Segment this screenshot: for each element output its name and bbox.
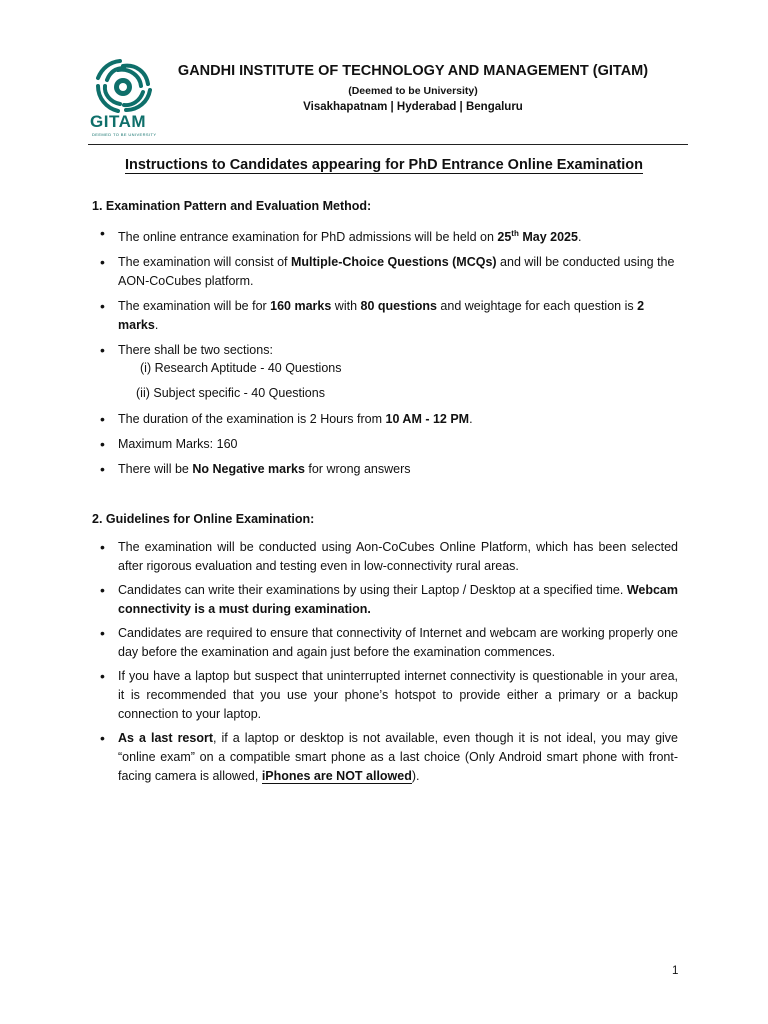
section2-list (98, 538, 678, 786)
deemed-university-label: (Deemed to be University) (348, 85, 478, 97)
section1-heading: 1. Examination Pattern and Evaluation Method: (92, 199, 372, 213)
section1-list-b (98, 410, 678, 479)
campus-locations: Visakhapatnam | Hyderabad | Bengaluru (303, 101, 523, 113)
list-item: • The examination will consist of Multiple-Choice Questions (MCQs) and will be conducted using the AON-CoCubes platform. (98, 253, 678, 291)
section1-list-a (98, 224, 678, 360)
section2-heading: 2. Guidelines for Online Examination: (92, 512, 315, 526)
list-item: • There shall be two sections: (98, 341, 678, 360)
list-item: • If you have a laptop but suspect that uninterrupted internet connectivity is questionable in your area, it is recommended that you use your phone’s hotspot to provide either a primary or a backup connection to your laptop. (98, 667, 678, 724)
list-item: • The duration of the examination is 2 Hours from 10 AM - 12 PM. (98, 410, 678, 429)
document-title: Instructions to Candidates appearing for PhD Entrance Online Examination (124, 157, 644, 173)
list-item: • The examination will be conducted using Aon-CoCubes Online Platform, which has been selected after rigorous evaluation and testing even in low-connectivity rural areas. (98, 538, 678, 576)
list-item: • Candidates are required to ensure that connectivity of Internet and webcam are working properly one day before the examination and again just before the examination commences. (98, 624, 678, 662)
logo-wordmark: GITAM (90, 112, 147, 131)
institute-name: GANDHI INSTITUTE OF TECHNOLOGY AND MANAGEMENT (GITAM) (177, 63, 649, 79)
list-item: • Maximum Marks: 160 (98, 435, 678, 454)
list-item: • The examination will be for 160 marks with 80 questions and weightage for each question is 2 marks. (98, 297, 678, 335)
document-header (88, 52, 688, 144)
header-divider (88, 144, 688, 145)
list-item: • As a last resort, if a laptop or desktop is not available, even though it is not ideal, you may give “online exam” on a compatible smart phone as a last choice (Only Android smart phone with front-facing camera is allowed, iPhones are NOT allowed). (98, 729, 678, 786)
list-item: • There will be No Negative marks for wrong answers (98, 460, 678, 479)
list-item: • Candidates can write their examinations by using their Laptop / Desktop at a specified time. Webcam connectivity is a must during examination. (98, 581, 678, 619)
page-number: 1 (672, 965, 679, 977)
section-subject-specific: (ii) Subject specific - 40 Questions (136, 386, 325, 400)
section-research-aptitude: (i) Research Aptitude - 40 Questions (140, 361, 342, 375)
list-item: • The online entrance examination for PhD admissions will be held on 25th May 2025. (98, 224, 678, 247)
logo-tagline: DEEMED TO BE UNIVERSITY (92, 132, 157, 137)
